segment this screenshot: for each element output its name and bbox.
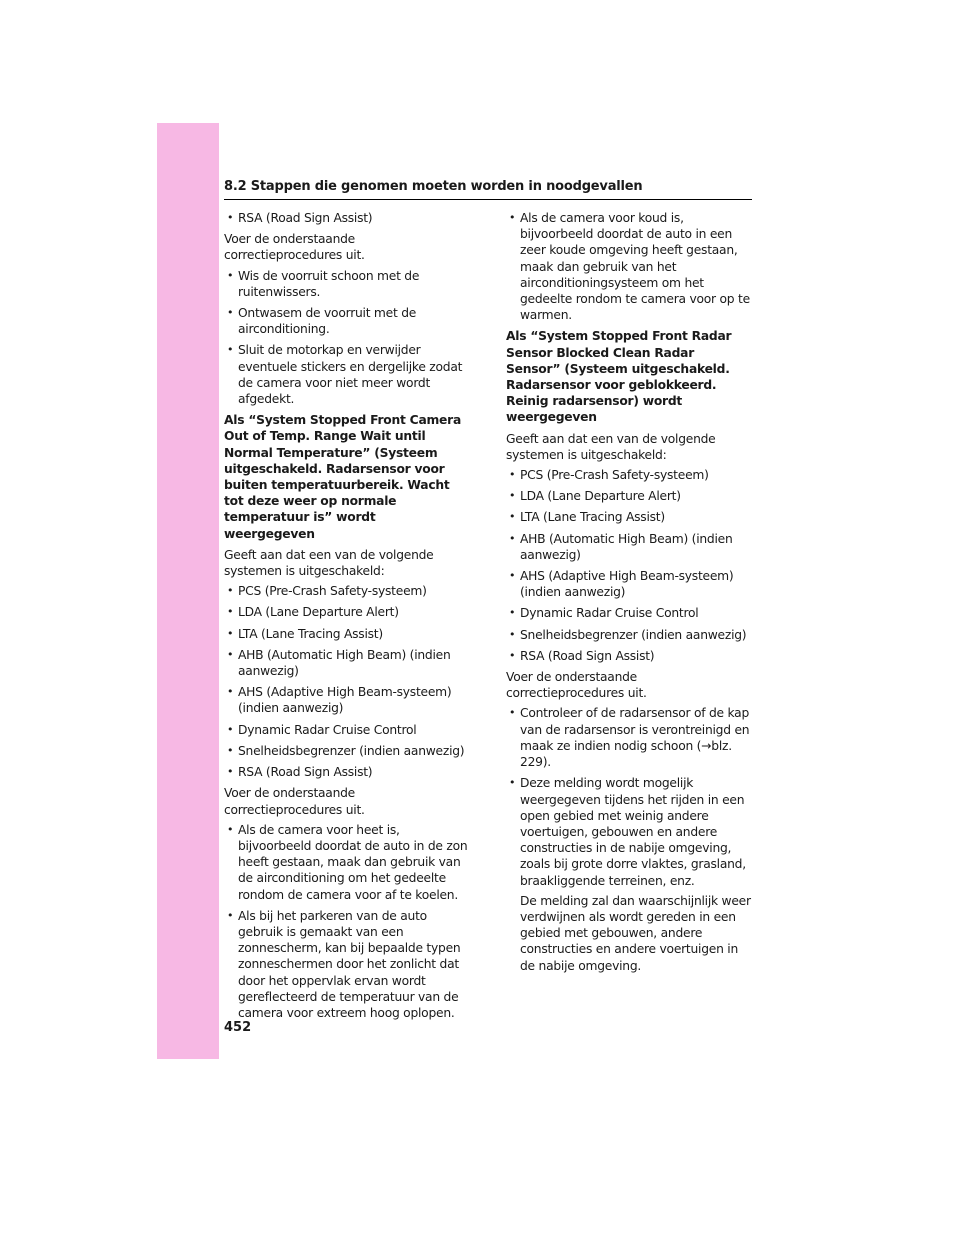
list-item: • AHB (Automatic High Beam) (indien aanwezig) bbox=[224, 647, 469, 679]
paragraph: Voer de onderstaande correctieprocedures uit. bbox=[224, 232, 365, 263]
paragraph: Geeft aan dat een van de volgende systemen is uitgeschakeld: bbox=[224, 547, 434, 579]
subheading-front-radar-blocked: Als “System Stopped Front Radar Sensor Blocked Clean Radar Sensor” (Systeem uitgeschakeld. Radarsensor voor geblokkeerd. Reinig radarsensor) wordt weergegeven bbox=[506, 329, 732, 425]
paragraph: Voer de onderstaande correctieprocedures uit. bbox=[506, 670, 647, 701]
list-item: • PCS (Pre-Crash Safety-systeem) bbox=[506, 467, 752, 483]
left-column bbox=[224, 210, 469, 1026]
list-item: • LTA (Lane Tracing Assist) bbox=[224, 626, 469, 642]
list-item: • LTA (Lane Tracing Assist) bbox=[506, 509, 752, 525]
list-item: • Als de camera voor heet is, bijvoorbeeld doordat de auto in de zon heeft gestaan, maak dan gebruik van de airconditioning om het gedeelte rondom de camera voor af te koelen. bbox=[224, 822, 469, 903]
bullet-list bbox=[506, 467, 752, 664]
paragraph: Voer de onderstaande correctieprocedures uit. bbox=[224, 786, 365, 817]
list-item: • AHS (Adaptive High Beam-systeem) (indien aanwezig) bbox=[506, 568, 752, 600]
list-item: • Dynamic Radar Cruise Control bbox=[224, 722, 469, 738]
list-item: • Als bij het parkeren van de auto gebruik is gemaakt van een zonnescherm, kan bij bepaalde typen zonneschermen door het zonlicht dat door het oppervlak ervan wordt gereflecteerd de temperatuur van de camera voor extreem hoog oplopen. bbox=[224, 908, 469, 1021]
list-item: • Controleer of de radarsensor of de kap van de radarsensor is verontreinigd en maak ze indien nodig schoon (→blz. 229). bbox=[506, 705, 752, 770]
list-item: • LDA (Lane Departure Alert) bbox=[506, 488, 752, 504]
paragraph: Geeft aan dat een van de volgende systemen is uitgeschakeld: bbox=[506, 431, 716, 462]
list-item: • Snelheidsbegrenzer (indien aanwezig) bbox=[224, 743, 469, 759]
list-item: • AHS (Adaptive High Beam-systeem) (indien aanwezig) bbox=[224, 684, 469, 716]
list-item: • Als de camera voor koud is, bijvoorbeeld doordat de auto in een zeer koude omgeving heeft gestaan, maak dan gebruik van het airconditioningsysteem om het gedeelte rondom te camera voor op te warmen. bbox=[506, 210, 752, 323]
bullet-list bbox=[506, 210, 752, 323]
list-item: • LDA (Lane Departure Alert) bbox=[224, 604, 469, 620]
list-item: • AHB (Automatic High Beam) (indien aanwezig) bbox=[506, 531, 752, 563]
bullet-list bbox=[224, 210, 469, 226]
list-item: • Ontwasem de voorruit met de airconditioning. bbox=[224, 305, 469, 337]
list-item: • Wis de voorruit schoon met de ruitenwissers. bbox=[224, 268, 469, 300]
chapter-tab-sidebar bbox=[157, 123, 219, 1059]
list-item: • RSA (Road Sign Assist) bbox=[224, 210, 469, 226]
list-item: • Snelheidsbegrenzer (indien aanwezig) bbox=[506, 627, 752, 643]
right-column bbox=[506, 210, 752, 979]
list-item: • Sluit de motorkap en verwijder eventuele stickers en dergelijke zodat de camera voor niet meer wordt afgedekt. bbox=[224, 342, 469, 407]
bullet-list bbox=[224, 822, 469, 1021]
list-item-continuation: De melding zal dan waarschijnlijk weer verdwijnen als wordt gereden in een gebied met gebouwen, andere constructies en andere voertuigen in de nabije omgeving. bbox=[520, 893, 751, 973]
bullet-list bbox=[506, 705, 752, 973]
list-item: • Dynamic Radar Cruise Control bbox=[506, 605, 752, 621]
list-item: • PCS (Pre-Crash Safety-systeem) bbox=[224, 583, 469, 599]
section-header: 8.2 Stappen die genomen moeten worden in noodgevallen bbox=[224, 179, 752, 200]
bullet-list bbox=[224, 268, 469, 408]
page-number: 452 bbox=[224, 1020, 252, 1035]
list-item: • Deze melding wordt mogelijk weergegeven tijdens het rijden in een open gebied met weinig andere voertuigen, gebouwen en andere constructies in de nabije omgeving, zoals bij grote dorre vlaktes, grasland, braakliggende terreinen, enz. bbox=[506, 775, 752, 888]
bullet-list bbox=[224, 583, 469, 780]
subheading-front-camera-temp: Als “System Stopped Front Camera Out of Temp. Range Wait until Normal Temperature” (Systeem uitgeschakeld. Radarsensor voor buiten temperatuurbereik. Wacht tot deze weer op normale temperatuur is” wordt weergegeven bbox=[224, 413, 462, 541]
list-item: • RSA (Road Sign Assist) bbox=[224, 764, 469, 780]
list-item: • RSA (Road Sign Assist) bbox=[506, 648, 752, 664]
